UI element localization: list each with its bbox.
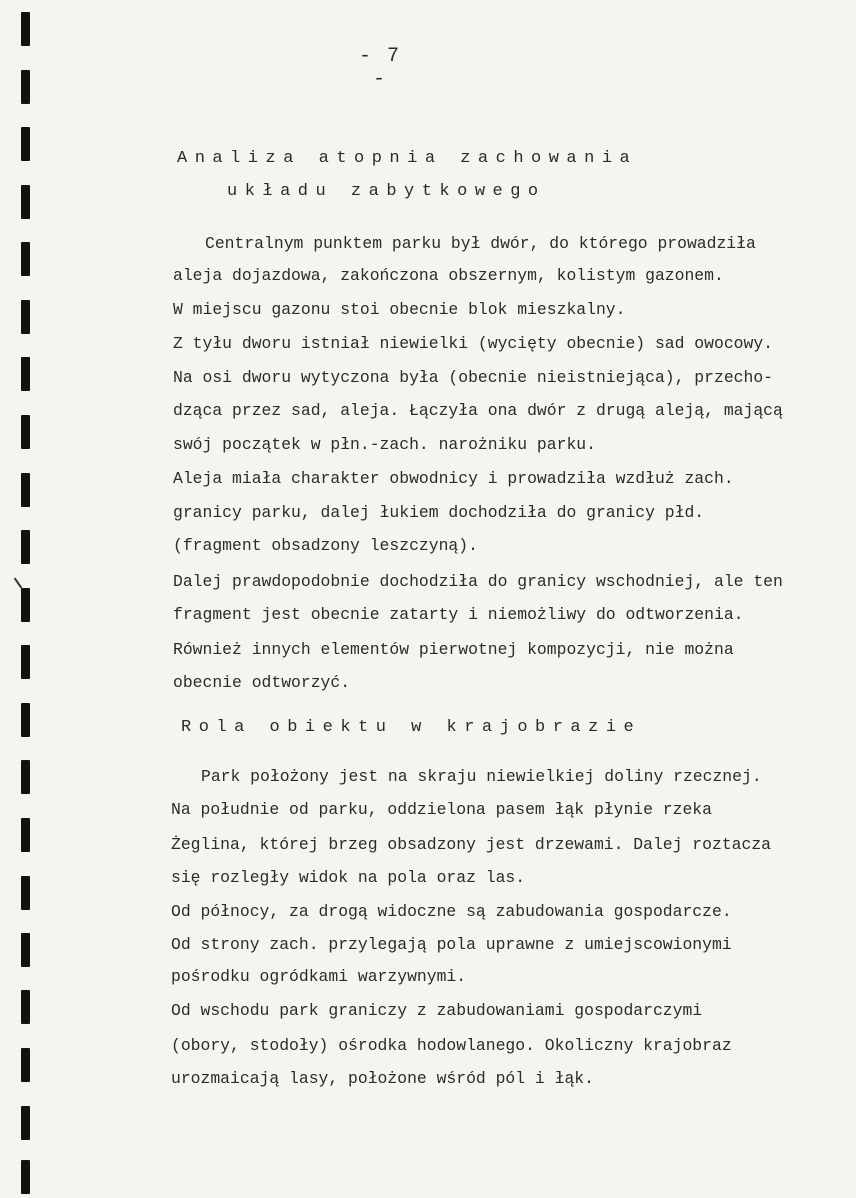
paragraph-line: (fragment obsadzony leszczyną). — [173, 536, 478, 555]
paragraph-line: fragment jest obecnie zatarty i niemożliwy do odtworzenia. — [173, 605, 744, 624]
paragraph-line: Centralnym punktem parku był dwór, do którego prowadziła — [205, 234, 756, 253]
paragraph-line: (obory, stodoły) ośrodka hodowlanego. Okoliczny krajobraz — [171, 1036, 732, 1055]
paragraph-line: pośrodku ogródkami warzywnymi. — [171, 967, 467, 986]
paragraph-line: Na osi dworu wytyczona była (obecnie nieistniejąca), przecho- — [173, 368, 773, 387]
paragraph-line: urozmaicają lasy, położone wśród pól i łąk. — [171, 1069, 594, 1088]
binding-hole — [21, 1160, 30, 1194]
paragraph-line: Od wschodu park graniczy z zabudowaniami gospodarczymi — [171, 1001, 703, 1020]
binding-hole — [21, 933, 30, 967]
binding-hole — [21, 818, 30, 852]
binding-hole — [21, 242, 30, 276]
binding-hole — [21, 12, 30, 46]
section-heading-line-1: Analiza atopnia zachowania — [177, 149, 638, 168]
paragraph-line: się rozległy widok na pola oraz las. — [171, 868, 526, 887]
paragraph-line: Od strony zach. przylegają pola uprawne z umiejscowionymi — [171, 935, 732, 954]
binding-hole — [21, 357, 30, 391]
paragraph-line: Z tyłu dworu istniał niewielki (wycięty obecnie) sad owocowy. — [173, 334, 773, 353]
paragraph-line: Od północy, za drogą widoczne są zabudowania gospodarcze. — [171, 902, 732, 921]
paragraph-line: Również innych elementów pierwotnej kompozycji, nie można — [173, 640, 734, 659]
binding-hole — [21, 415, 30, 449]
paragraph-line: swój początek w płn.-zach. narożniku parku. — [173, 435, 596, 454]
paragraph-line: Park położony jest na skraju niewielkiej doliny rzecznej. — [201, 767, 762, 786]
binding-hole — [21, 703, 30, 737]
binding-hole — [21, 185, 30, 219]
paragraph-line: Żeglina, której brzeg obsadzony jest drzewami. Dalej roztacza — [171, 835, 771, 854]
paragraph-line: granicy parku, dalej łukiem dochodziła do granicy płd. — [173, 503, 705, 522]
paragraph-line: W miejscu gazonu stoi obecnie blok mieszkalny. — [173, 300, 626, 319]
binding-hole — [21, 1106, 30, 1140]
binding-hole — [21, 70, 30, 104]
binding-hole — [21, 990, 30, 1024]
binding-hole — [21, 588, 30, 622]
binding-hole — [21, 473, 30, 507]
binding-hole — [21, 876, 30, 910]
page-number: - 7 - — [358, 45, 401, 91]
section-heading-line-2: układu zabytkowego — [227, 182, 546, 201]
binding-hole — [21, 530, 30, 564]
pen-mark — [14, 578, 23, 589]
paragraph-line: aleja dojazdowa, zakończona obszernym, kolistym gazonem. — [173, 266, 724, 285]
section-heading: Rola obiektu w krajobrazie — [181, 718, 642, 737]
paragraph-line: Na południe od parku, oddzielona pasem łąk płynie rzeka — [171, 800, 712, 819]
binding-hole — [21, 645, 30, 679]
binding-hole — [21, 127, 30, 161]
binding-hole — [21, 1048, 30, 1082]
paragraph-line: Dalej prawdopodobnie dochodziła do granicy wschodniej, ale ten — [173, 572, 783, 591]
binding-hole — [21, 300, 30, 334]
paragraph-line: obecnie odtworzyć. — [173, 673, 351, 692]
binding-hole — [21, 760, 30, 794]
paragraph-line: dząca przez sad, aleja. Łączyła ona dwór z drugą aleją, mającą — [173, 401, 783, 420]
paragraph-line: Aleja miała charakter obwodnicy i prowadziła wzdłuż zach. — [173, 469, 734, 488]
